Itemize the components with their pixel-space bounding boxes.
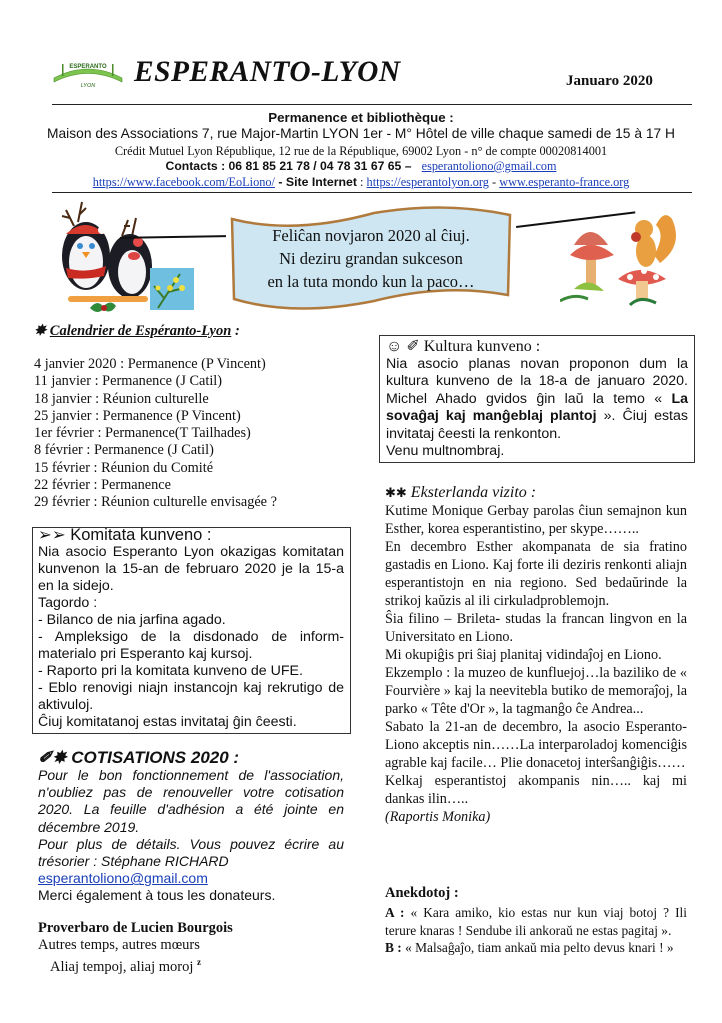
agenda-item: - Bilanco de nia jarfina agado. (38, 612, 226, 628)
cotisations-text: Pour le bon fonctionnement de l'association, n'oubliez pas de renouveller votre cotisation 2020. La feuille d'adhésion a été jointe en décembre 2019. (38, 767, 344, 835)
eksterlanda-heading (385, 484, 536, 502)
eksterlanda-paragraph: Ekzemplo : la muzeo de kunfluejoj…la baziliko de « Fourvière » kaj la neevitebla butiko de memoraĵoj, la parko « Tête d'Or », la tagmanĝo ĉe Andrea... (385, 665, 687, 717)
komitata-heading (38, 527, 344, 544)
address-line: Maison des Associations 7, rue Major-Martin LYON 1er - M° Hôtel de ville chaque samedi de 15 à 17 H (47, 126, 675, 141)
greeting-text (224, 224, 518, 293)
anekdotoj-body (385, 904, 687, 957)
holly-illustration (88, 296, 118, 318)
facebook-link[interactable]: https://www.facebook.com/EoLiono/ (92, 175, 275, 189)
calendar-item: 15 février : Réunion du Comité (34, 459, 214, 476)
cotisations-thanks: Merci également à tous les donateurs. (38, 887, 276, 904)
cotisations-title: COTISATIONS 2020 : (71, 748, 240, 767)
eksterlanda-paragraph: Kelkaj esperantistoj akompanis nin….. kaj mi dankas ilin….. (385, 773, 687, 807)
calendar-item: 22 février : Permanence (34, 477, 171, 494)
calendar-item: 25 janvier : Permanence (P Vincent) (34, 407, 241, 424)
eksterlanda-paragraph: Ŝia filino – Brileta- studas la francan lingvon en la Universitato en Liono. (385, 611, 687, 645)
proverb-title: Proverbaro de Lucien Bourgois (38, 920, 233, 936)
agenda-item: - Raporto pri la komitata kunveno de UFE. (38, 663, 303, 679)
issue-date: Januaro 2020 (566, 73, 653, 89)
proverb-french: Autres temps, autres mœurs (38, 937, 200, 953)
calendar-heading (34, 323, 354, 340)
eksterlanda-paragraph: En decembro Esther akompanata de sia fratino gastadis en Liono. Kaj forte ili deziris renkonti aliajn esperantistojn en nia regiono. Sed bedaŭrinde la strikoj kaŭzis al ili cirkuladproblemojn. (385, 539, 687, 609)
cotisations-contact-text: Pour plus de détails. Vous pouvez écrire au trésorier : Stéphane RICHARD (38, 835, 344, 870)
calendar-item: 8 février : Permanence (J Catil) (34, 442, 214, 459)
eksterlanda-signature: (Raportis Monika) (385, 809, 491, 825)
proverb-section (38, 920, 233, 976)
proverb-esperanto: Aliaj tempoj, aliaj moroj (50, 958, 194, 975)
logo-text-top: ESPERANTO (69, 64, 107, 70)
contacts-phones: Contacts : 06 81 85 21 78 / 04 78 31 67 65 – (165, 159, 412, 173)
greeting-line: Ni deziru grandan sukceson (279, 249, 463, 268)
kultura-title: Kultura kunveno : (423, 338, 541, 355)
double-arrow-icon: ➢➢ (38, 526, 66, 544)
komitata-intro: Nia asocio Esperanto Lyon okazigas komitatan kunvenon la 15-an de februaro 2020 je la 15-a en la sidejo. (38, 544, 344, 594)
site-link-esperanto-france[interactable]: www.esperanto-france.org (499, 175, 630, 189)
kultura-text (386, 356, 688, 444)
site-link-esperantolyon[interactable]: https://esperantolyon.org (366, 175, 489, 189)
calendar-title-suffix: : (231, 323, 240, 339)
banner-line-left (120, 235, 226, 239)
contact-email-link[interactable]: esperantoliono@gmail.com (421, 159, 557, 173)
logo-text-bottom: LYON (80, 83, 96, 89)
treasurer-email-link[interactable]: esperantoliono@gmail.com (38, 870, 208, 887)
calendar-title: Calendrier de Espéranto-Lyon (49, 323, 232, 339)
anekdotoj-heading: Anekdotoj : (385, 885, 459, 901)
eksterlanda-paragraph: Mi okupiĝis pri ŝiaj planitaj vidindaĵoj en Liono. (385, 647, 662, 663)
squirrel-mushroom-illustration (560, 205, 690, 315)
komitata-section (38, 527, 344, 731)
kultura-text-part: Nia asocio planas novan proponon dum la kultura kunveno de la 18-a de januaro 2020. Michel Ahado gvidos ĝin laŭ la temo « (386, 355, 688, 407)
anekdoto-b-text: « Malsaĝaĵo, tiam ankaŭ mia pelto devus knari ! » (401, 940, 674, 955)
smiley-pen-icon: ☺ ✐ (386, 338, 420, 355)
anekdoto-b (385, 939, 687, 957)
site-label: - Site Internet (274, 175, 357, 189)
proverb-mark: z (196, 957, 201, 967)
kultura-closing: Venu multnombraj. (386, 443, 505, 459)
pen-asterisk-icon: ✐✸ (38, 748, 67, 767)
calendar-list (34, 356, 354, 512)
cotisations-body (38, 767, 344, 905)
kultura-heading (386, 338, 688, 356)
kultura-text-part: ». Ĉiuj estas invitataj ĉeesti la renkonton. (386, 408, 688, 442)
agenda-item: - Ampleksigo de la disdonado de inform-materialo pri Esperanto kaj kursoj. (38, 629, 344, 662)
contacts-line (0, 159, 722, 174)
calendar-item: 4 janvier 2020 : Permanence (P Vincent) (34, 356, 266, 372)
anekdoto-a-text: « Kara amiko, kio estas nur kun viaj botoj ? Ili terure knaras ! Sendube ili ankoraŭ ne estas pagitaj ». (385, 905, 687, 938)
anekdoto-a (385, 904, 687, 939)
kultura-section (386, 338, 688, 461)
agenda-item: - Eblo renovigi niajn instancojn kaj rekrutigo de aktivuloj. (38, 680, 344, 713)
mimosa-illustration (150, 268, 194, 310)
double-asterisk-icon: ✱✱ (385, 486, 407, 501)
asterisk-icon: ✸ (34, 323, 47, 339)
eksterlanda-paragraph: Kutime Monique Gerbay parolas ĉiun semajnon kun Esther, korea esperantistino, per skype…….. (385, 503, 687, 537)
calendar-item: 18 janvier : Réunion culturelle (34, 390, 209, 407)
kultura-theme: La sovaĝaj kaj manĝeblaj plantoj (386, 390, 688, 424)
newsletter-title: ESPERANTO-LYON (134, 55, 401, 88)
calendar-item: 1er février : Permanence(T Tailhades) (34, 425, 251, 442)
site-separator-2: - (488, 175, 500, 189)
bank-line: Crédit Mutuel Lyon République, 12 rue de la République, 69002 Lyon - n° de compte 00020814001 (114, 144, 608, 158)
komitata-closing: Ĉiuj komitatanoj estas invitataj ĝin ĉeesti. (38, 714, 297, 730)
eksterlanda-body (385, 502, 687, 826)
eksterlanda-paragraph: Sabato la 21-an de decembro, la asocio Esperanto-Liono akceptis nin……La interparoladoj komenciĝis agrable kaj facile… Plie donacetoj interŝanĝiĝis…… (385, 719, 687, 771)
agenda-label: Tagordo : (38, 595, 98, 611)
calendar-item: 29 février : Réunion culturelle envisagée ? (34, 494, 277, 511)
esperanto-lyon-logo (52, 56, 124, 90)
permanence-heading: Permanence et bibliothèque : (268, 110, 454, 125)
cotisations-heading (38, 748, 239, 768)
speaker-b: B : (385, 940, 402, 955)
header-divider (52, 104, 692, 105)
speaker-a: A : (385, 905, 405, 920)
penguins-illustration (52, 196, 162, 308)
header-divider-bottom (52, 192, 692, 193)
eksterlanda-title: Eksterlanda vizito : (410, 484, 537, 501)
greeting-line: en la tuta mondo kun la paco… (267, 272, 475, 291)
site-separator: : (356, 175, 367, 189)
komitata-title: Komitata kunveno : (70, 526, 212, 544)
greeting-line: Feliĉan novjaron 2020 al ĉiuj. (272, 226, 470, 245)
calendar-item: 11 janvier : Permanence (J Catil) (34, 373, 223, 390)
links-line (0, 175, 722, 190)
